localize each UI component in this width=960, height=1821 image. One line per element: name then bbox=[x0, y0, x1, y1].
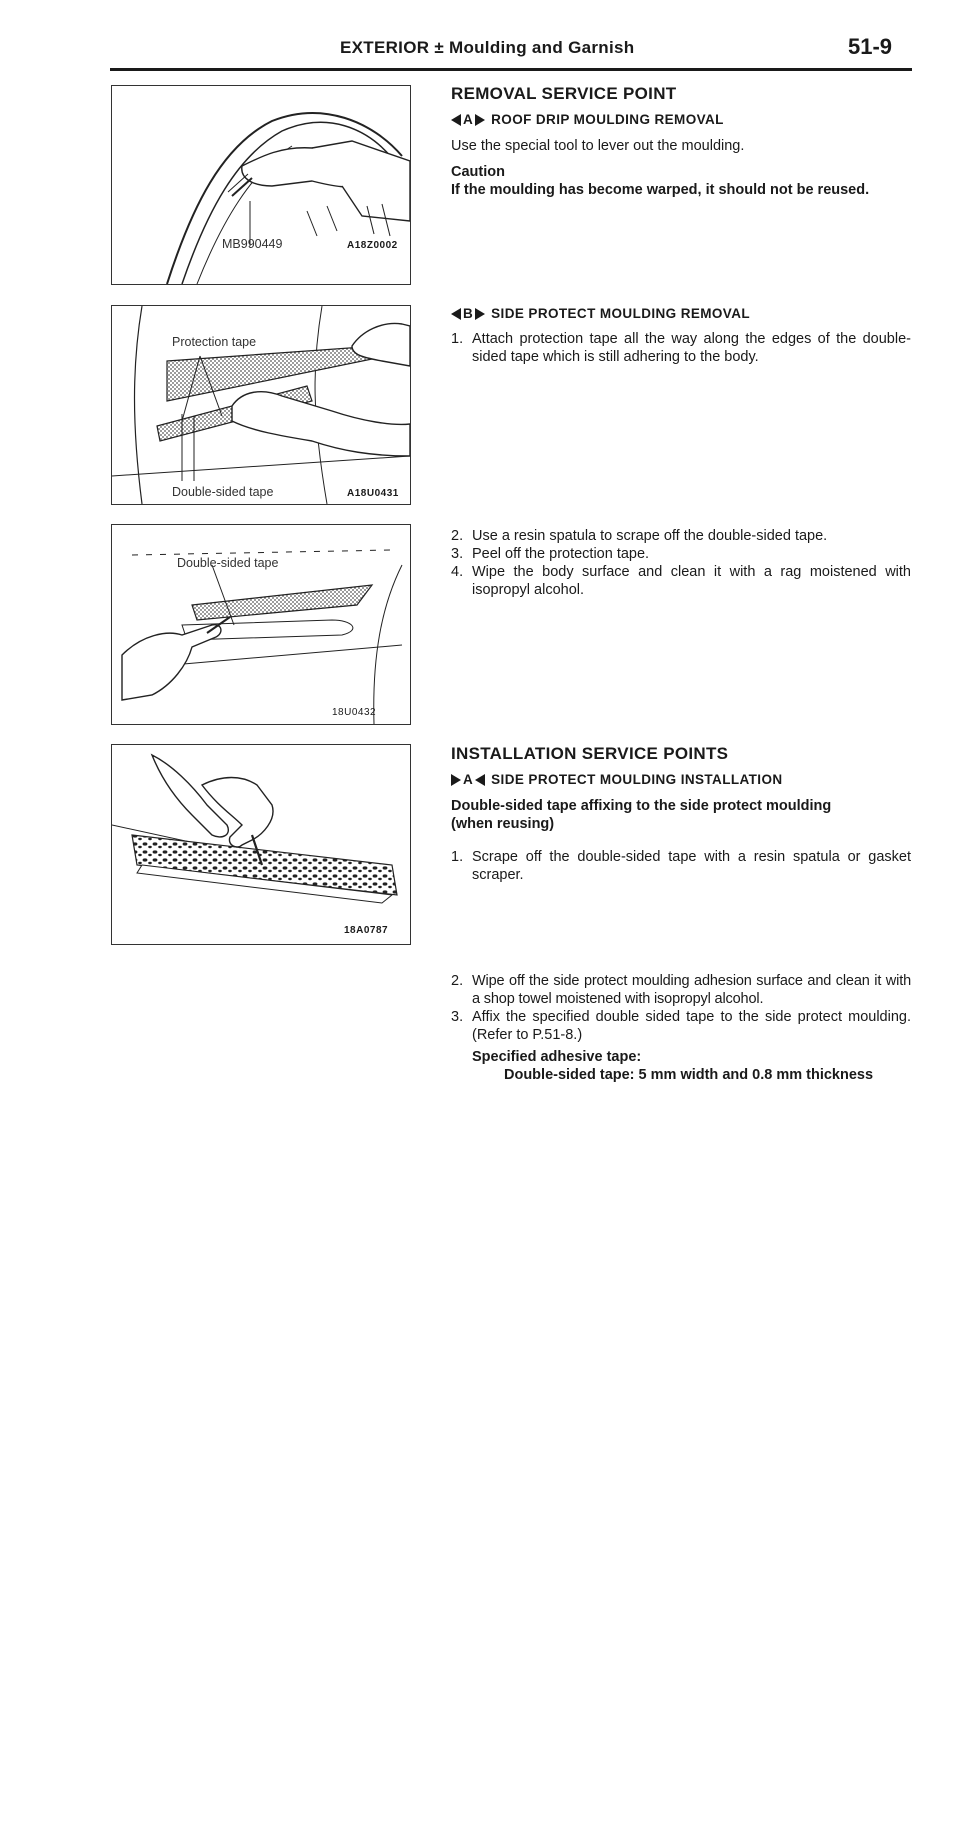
install-illustration bbox=[112, 745, 410, 944]
figure-code: A18Z0002 bbox=[347, 240, 398, 251]
removal-heading: REMOVAL SERVICE POINT bbox=[451, 84, 677, 103]
page-number: 51-9 bbox=[848, 34, 893, 59]
marker-a: A bbox=[451, 112, 485, 127]
figure-code: 18U0432 bbox=[332, 707, 377, 718]
caution-label: Caution bbox=[451, 164, 505, 180]
removal-a-subheading bbox=[451, 112, 724, 127]
removal-step: 1. Attach protection tape all the way along the edges of the double-sided tape which is still adhering to the body. bbox=[451, 331, 911, 365]
roof-drip-illustration bbox=[112, 86, 410, 284]
removal-step: 4. Wipe the body surface and clean it with a rag moistened with isopropyl alcohol. bbox=[451, 564, 911, 598]
figure-code: A18U0431 bbox=[347, 488, 399, 499]
triangle-right-icon bbox=[475, 114, 485, 126]
triangle-left-icon bbox=[451, 308, 461, 320]
installation-step: 2. Wipe off the side protect moulding adhesion surface and clean it with a shop towel moistened with isopropyl alcohol. bbox=[451, 973, 911, 1007]
installation-step: 3. Affix the specified double sided tape to the side protect moulding. (Refer to P.51-8.) bbox=[451, 1009, 911, 1043]
triangle-left-icon bbox=[451, 114, 461, 126]
spec-label: Specified adhesive tape: bbox=[472, 1049, 642, 1065]
scrape-tape-illustration bbox=[112, 525, 410, 724]
figure-install bbox=[111, 744, 411, 945]
spec-value: Double-sided tape: 5 mm width and 0.8 mm thickness bbox=[504, 1067, 874, 1083]
page-title: EXTERIOR ± Moulding and Garnish bbox=[340, 38, 635, 57]
subheading-title: SIDE PROTECT MOULDING INSTALLATION bbox=[491, 772, 783, 787]
caution-text: If the moulding has become warped, it should not be reused. bbox=[451, 182, 870, 198]
removal-step: 2. Use a resin spatula to scrape off the double-sided tape. bbox=[451, 528, 828, 544]
figure-roof-drip bbox=[111, 85, 411, 285]
figure-code: 18A0787 bbox=[344, 925, 389, 936]
triangle-right-icon bbox=[475, 308, 485, 320]
removal-a-text: Use the special tool to lever out the moulding. bbox=[451, 138, 745, 154]
protection-tape-illustration bbox=[112, 306, 410, 504]
marker-a-install: A bbox=[451, 772, 485, 787]
figure-label: Double-sided tape bbox=[172, 485, 274, 499]
installation-heading: INSTALLATION SERVICE POINTS bbox=[451, 744, 729, 763]
subheading-title: SIDE PROTECT MOULDING REMOVAL bbox=[491, 306, 751, 321]
figure-scrape-tape bbox=[111, 524, 411, 725]
triangle-left-icon bbox=[475, 774, 485, 786]
marker-b: B bbox=[451, 306, 485, 321]
removal-step: 3. Peel off the protection tape. bbox=[451, 546, 650, 562]
figure-label: Double-sided tape bbox=[177, 556, 279, 570]
figure-label: MB990449 bbox=[222, 237, 283, 251]
installation-subtitle: Double-sided tape affixing to the side protect moulding (when reusing) bbox=[451, 798, 832, 832]
installation-a-subheading bbox=[451, 772, 783, 787]
header-rule bbox=[110, 68, 912, 71]
triangle-right-icon bbox=[451, 774, 461, 786]
installation-step: 1. Scrape off the double-sided tape with a resin spatula or gasket scraper. bbox=[451, 849, 911, 883]
figure-label: Protection tape bbox=[172, 335, 257, 349]
subheading-title: ROOF DRIP MOULDING REMOVAL bbox=[491, 112, 724, 127]
figure-protection-tape bbox=[111, 305, 411, 505]
removal-b-subheading bbox=[451, 306, 750, 321]
